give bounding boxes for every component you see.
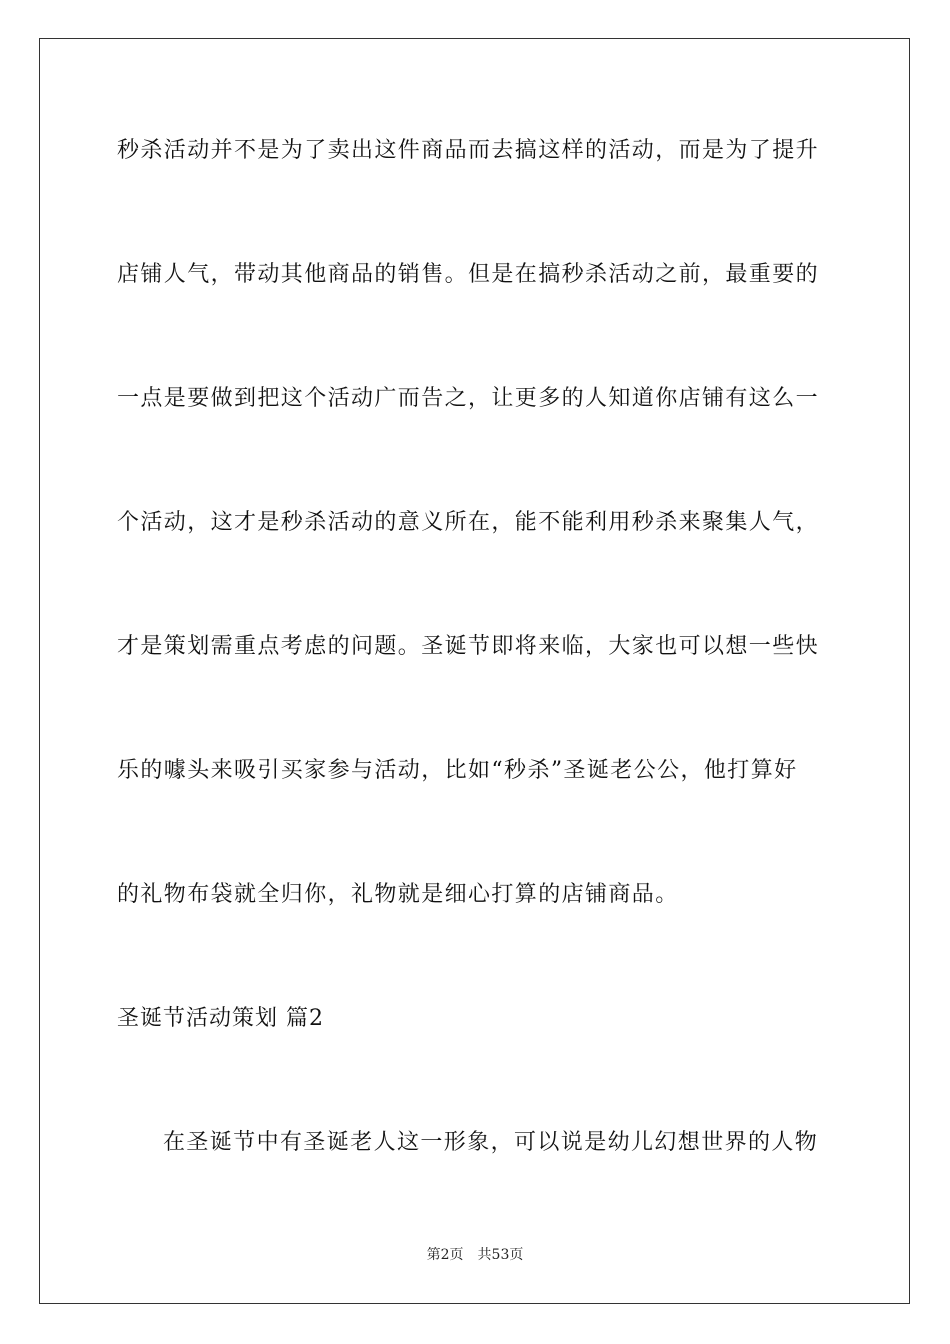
page-total: 共53页 [477,1247,524,1263]
section-heading: 圣诞节活动策划 篇2 [117,1006,324,1031]
page-frame [39,38,910,1304]
text-line: 的礼物布袋就全归你，礼物就是细心打算的店铺商品。 [117,882,679,907]
page-number: 第2页 [426,1247,464,1263]
text-line: 才是策划需重点考虑的问题。圣诞节即将来临，大家也可以想一些快 [117,634,820,659]
paragraph-first-line: 在圣诞节中有圣诞老人这一形象，可以说是幼儿幻想世界的人物 [163,1130,819,1155]
page-footer [0,1246,950,1264]
text-line: 秒杀活动并不是为了卖出这件商品而去搞这样的活动，而是为了提升 [117,138,820,163]
text-line: 个活动，这才是秒杀活动的意义所在，能不能利用秒杀来聚集人气， [117,510,820,535]
text-line: 店铺人气，带动其他商品的销售。但是在搞秒杀活动之前，最重要的 [117,262,820,287]
text-line: 乐的噱头来吸引买家参与活动，比如“秒杀”圣诞老公公，他打算好 [117,758,798,783]
text-line: 一点是要做到把这个活动广而告之，让更多的人知道你店铺有这么一 [117,386,820,411]
